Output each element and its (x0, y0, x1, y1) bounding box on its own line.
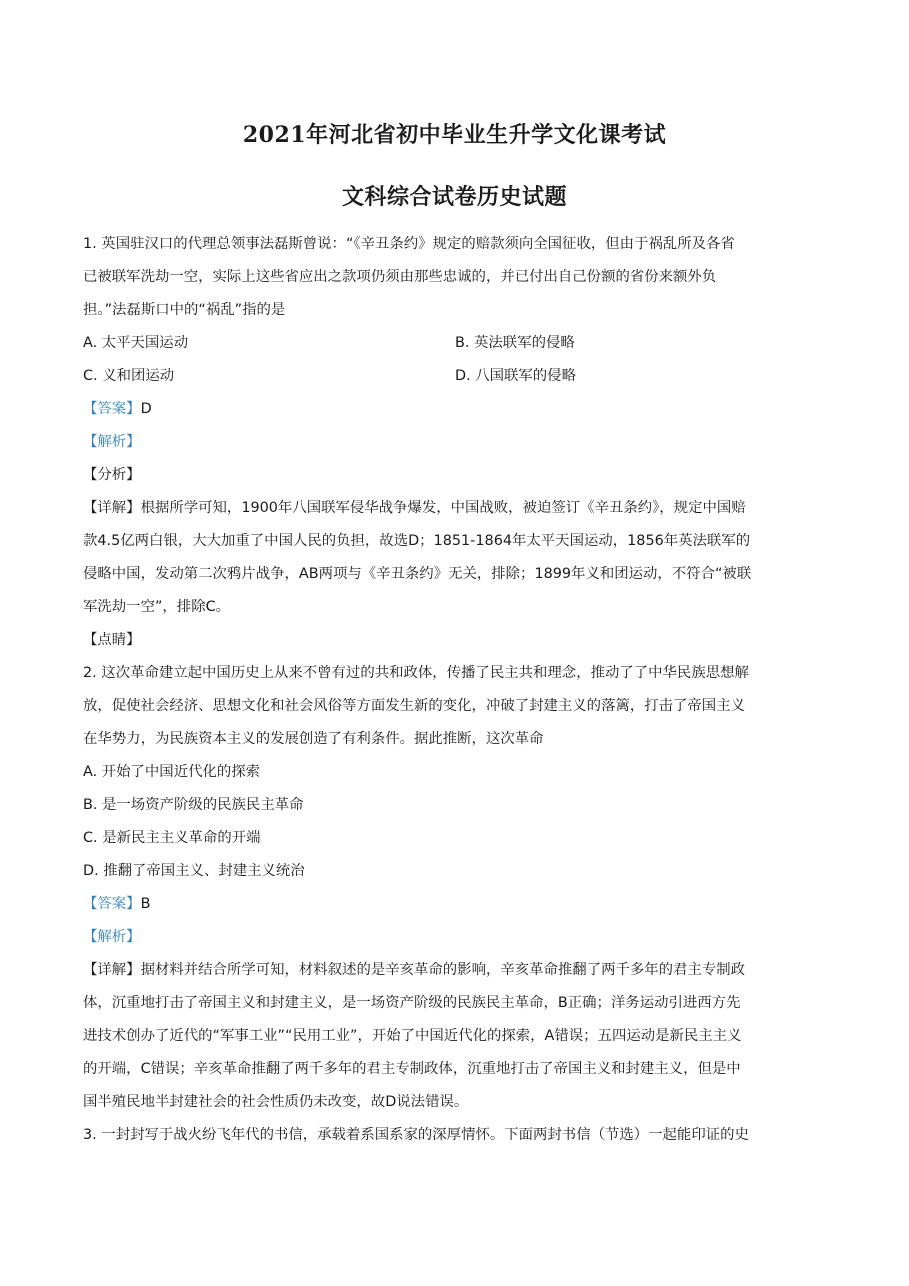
detail-tag: 【详解】 (83, 500, 141, 516)
q1-answer (83, 393, 828, 426)
q2-analysis (83, 921, 828, 954)
detail-tag: 【详解】 (83, 962, 141, 978)
analysis-tag: 【解析】 (83, 434, 141, 450)
fenxi-tag: 【分析】 (83, 467, 141, 483)
q2-detail-line: 体，沉重地打击了帝国主义和封建主义，是一场资产阶级的民族民主革命，B正确；洋务运动引进西方先 (83, 995, 741, 1011)
q1-detail-line (83, 492, 828, 525)
q2-option-a: A. 开始了中国近代化的探索 (83, 764, 261, 780)
q2-answer (83, 888, 828, 921)
analysis-tag: 【解析】 (83, 929, 141, 945)
q1-option-d: D. 八国联军的侵略 (455, 368, 576, 384)
q2-option-c: C. 是新民主主义革命的开端 (83, 830, 261, 846)
dianjing-tag: 【点睛】 (83, 632, 141, 648)
q1-detail-line: 款4.5亿两白银，大大加重了中国人民的负担，故选D；1851-1864年太平天国运动，1856年英法联军的 (83, 533, 751, 549)
q1-option-c: C. 义和团运动 (83, 368, 175, 384)
answer-tag: 【答案】 (83, 896, 141, 912)
answer-tag: 【答案】 (83, 401, 141, 417)
q1-options-row (83, 327, 828, 360)
q1-dianjing (83, 624, 828, 657)
q1-detail-line: 军洗劫一空”，排除C。 (83, 599, 231, 615)
q1-option-a: A. 太平天国运动 (83, 335, 189, 351)
q2-option-b: B. 是一场资产阶级的民族民主革命 (83, 797, 304, 813)
q1-stem-line: 担。”法磊斯口中的“祸乱”指的是 (83, 302, 286, 318)
q1-fenxi (83, 459, 828, 492)
q2-stem-line: 在华势力，为民族资本主义的发展创造了有利条件。据此推断，这次革命 (83, 731, 544, 747)
q1-stem-line: 已被联军洗劫一空，实际上这些省应出之款项仍须由那些忠诚的，并已付出自己份额的省份来额外负 (83, 269, 717, 285)
q1-stem-line: 1. 英国驻汉口的代理总领事法磊斯曾说：“《辛丑条约》规定的赔款须向全国征收，但由于祸乱所及各省 (83, 236, 735, 252)
exam-content (83, 228, 828, 1152)
detail-text: 据材料并结合所学可知，材料叙述的是辛亥革命的影响，辛亥革命推翻了两千多年的君主专制政 (140, 962, 745, 978)
q2-detail-line: 进技术创办了近代的“军事工业”“民用工业”，开始了中国近代化的探索，A错误；五四运动是新民主主义 (83, 1028, 742, 1044)
q2-detail-line: 国半殖民地半封建社会的社会性质仍未改变，故D说法错误。 (83, 1094, 469, 1110)
q2-option-d: D. 推翻了帝国主义、封建主义统治 (83, 863, 305, 879)
q1-option-b: B. 英法联军的侵略 (455, 335, 575, 351)
q2-stem-line: 2. 这次革命建立起中国历史上从来不曾有过的共和政体，传播了民主共和理念，推动了了中华民族思想解 (83, 665, 749, 681)
q2-detail-line (83, 954, 828, 987)
detail-text: 根据所学可知，1900年八国联军侵华战争爆发，中国战败，被迫签订《辛丑条约》，规定中国赔 (140, 500, 746, 516)
exam-subtitle: 文科综合试卷历史试题 (341, 184, 567, 210)
q2-stem-line: 放，促使社会经济、思想文化和社会风俗等方面发生新的变化，冲破了封建主义的落篱，打击了帝国主义 (83, 698, 745, 714)
q2-detail-line: 的开端，C错误；辛亥革命推翻了两千多年的君主专制政体，沉重地打击了帝国主义和封建主义，但是中 (83, 1061, 741, 1077)
q1-options-row (83, 360, 828, 393)
exam-title: 2021年河北省初中毕业生升学文化课考试 (242, 122, 667, 148)
answer-value: D (140, 401, 152, 417)
q1-analysis (83, 426, 828, 459)
answer-value: B (140, 896, 151, 912)
q1-detail-line: 侵略中国，发动第二次鸦片战争，AB两项与《辛丑条约》无关，排除；1899年义和团运动，不符合“被联 (83, 566, 752, 582)
q3-stem-line: 3. 一封封写于战火纷飞年代的书信，承载着系国系家的深厚情怀。下面两封书信（节选）一起能印证的史 (83, 1127, 749, 1143)
